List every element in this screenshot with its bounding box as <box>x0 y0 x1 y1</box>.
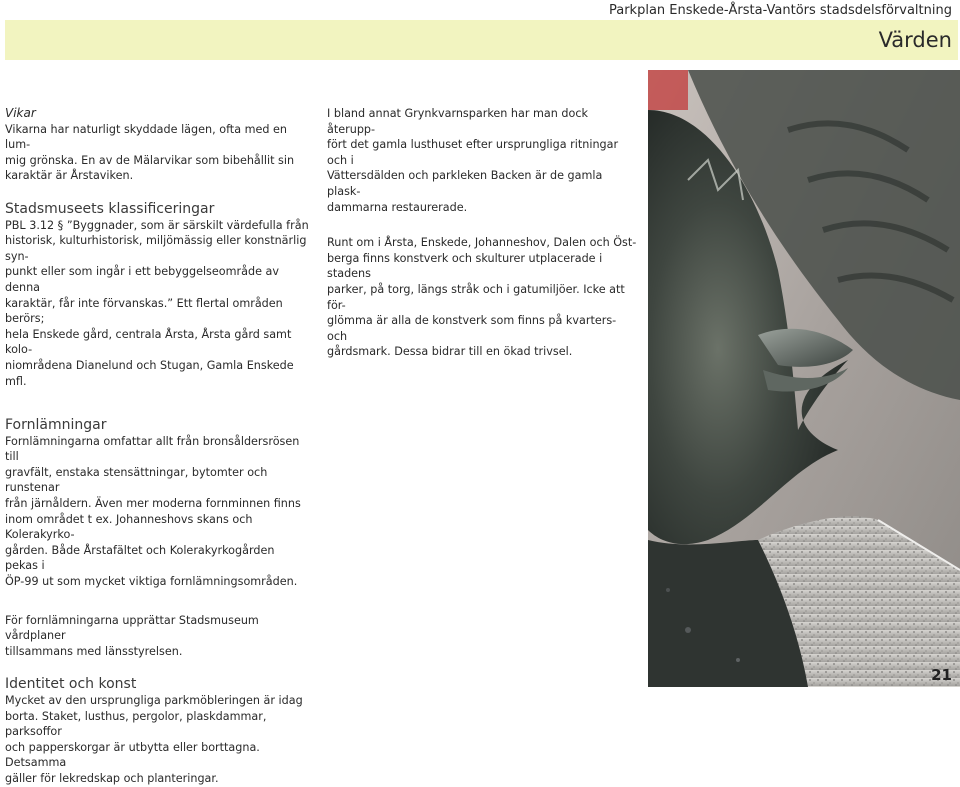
identitet-line: borta. Staket, lusthus, pergolor, plaskdammar, parksoffor <box>5 709 267 739</box>
identitet-line: gäller för lekredskap och planteringar. <box>5 771 219 785</box>
left-column <box>5 106 310 787</box>
fornlamningar-line: ÖP-99 ut som mycket viktiga fornlämningsområden. <box>5 575 298 589</box>
stadsmuseet-line: PBL 3.12 § ”Byggnader, som är särskilt värdefulla från <box>5 218 309 232</box>
page-number: 21 <box>931 666 952 684</box>
vardplaner-line: För fornlämningarna upprättar Stadsmuseum vårdplaner <box>5 613 259 643</box>
stadsmuseet-line: historisk, kulturhistorisk, miljömässig eller konstnärlig syn- <box>5 234 307 263</box>
vikar-line: karaktär är Årstaviken. <box>5 169 134 183</box>
middle-para1-line: Vättersdälden och parkleken Backen är de gamla plask- <box>327 169 603 198</box>
fornlamningar-line: gravfält, enstaka stensättningar, bytomter och runstenar <box>5 465 268 495</box>
middle-para2-line: glömma är alla de konstverk som finns på kvarters- och <box>327 314 617 343</box>
vikar-line: Vikarna har naturligt skyddade lägen, ofta med en lum- <box>5 122 288 152</box>
middle-para1-line: fört det gamla lusthuset efter ursprungliga ritningar och i <box>327 138 619 167</box>
middle-para2-line: berga finns konstverk och skulturer utplacerade i stadens <box>327 251 603 281</box>
stadsmuseet-line: niområdena Dianelund och Stugan, Gamla Enskede mfl. <box>5 358 294 388</box>
section-title: Värden <box>878 28 952 52</box>
sculpture-photo <box>648 70 960 687</box>
fornlamningar-line: Fornlämningarna omfattar allt från bronsåldersrösen till <box>5 434 300 464</box>
section-band <box>5 20 958 60</box>
middle-para2-line: gårdsmark. Dessa bidrar till en ökad trivsel. <box>327 345 573 359</box>
middle-column <box>327 106 637 360</box>
middle-para2-line: Runt om i Årsta, Enskede, Johanneshov, Dalen och Öst- <box>327 236 637 250</box>
stadsmuseet-line: hela Enskede gård, centrala Årsta, Årsta gård samt kolo- <box>5 327 292 357</box>
fornlamningar-line: inom området t ex. Johanneshovs skans och Kolerakyrko- <box>5 512 253 542</box>
vikar-line: mig grönska. En av de Mälarvikar som bibehållit sin <box>5 153 295 167</box>
middle-para1-line: dammarna restaurerade. <box>327 200 468 214</box>
identitet-heading: Identitet och konst <box>5 676 137 693</box>
vikar-heading: Vikar <box>5 106 36 120</box>
identitet-line: Mycket av den ursprungliga parkmöbleringen är idag <box>5 694 303 707</box>
vardplaner-line: tillsammans med länsstyrelsen. <box>5 644 183 658</box>
stadsmuseet-heading: Stadsmuseets klassificeringar <box>5 200 215 217</box>
middle-para2-line: parker, på torg, längs stråk och i gatumiljöer. Icke att för- <box>327 282 625 312</box>
stadsmuseet-line: punkt eller som ingår i ett bebyggelseområde av denna <box>5 265 279 294</box>
middle-para1-line: I bland annat Grynkvarnsparken har man dock återupp- <box>327 107 589 136</box>
stadsmuseet-line: karaktär, får inte förvanskas.” Ett flertal områden berörs; <box>5 296 283 326</box>
fornlamningar-heading: Fornlämningar <box>5 417 107 434</box>
document-header: Parkplan Enskede-Årsta-Vantörs stadsdelsförvaltning <box>608 3 952 18</box>
identitet-line: och papperskorgar är utbytta eller borttagna. Detsamma <box>5 740 260 770</box>
fornlamningar-line: gården. Både Årstafältet och Kolerakyrkogården pekas i <box>5 543 275 573</box>
fornlamningar-line: från järnåldern. Även mer moderna fornminnen finns <box>5 497 301 511</box>
